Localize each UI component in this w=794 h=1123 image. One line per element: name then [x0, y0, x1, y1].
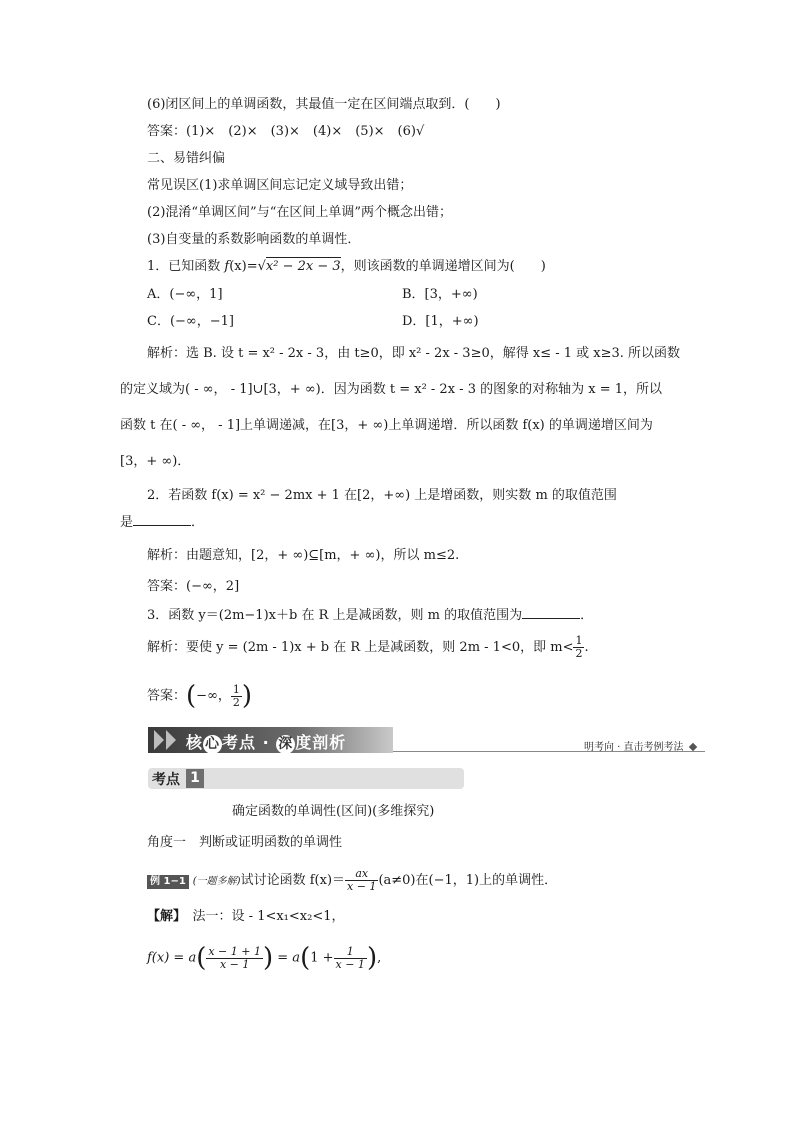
chevron-right-icon	[166, 730, 176, 750]
text-line: (6)闭区间上的单调函数，其最值一定在区间端点取到．( )	[147, 97, 501, 112]
banner-char: 度	[295, 733, 313, 752]
fraction	[231, 684, 242, 709]
formula-end: ,	[377, 950, 382, 966]
example-tag: 例 1−1	[147, 875, 189, 889]
question-1: 1．已知函数 f(x)=√x² − 2x − 3，则该函数的单调递增区间为( )	[147, 259, 546, 274]
solution-line	[147, 634, 589, 662]
denominator: x − 1	[219, 957, 250, 971]
banner-char: 考点 ·	[222, 733, 277, 752]
solution-head-line	[147, 908, 345, 926]
kaodian-bar	[148, 768, 464, 789]
section-heading: 二、易错纠偏	[147, 151, 226, 166]
answer-line: 答案：(−∞，2]	[147, 579, 240, 594]
banner-title	[186, 730, 346, 754]
fraction	[345, 868, 378, 893]
formula-mid: = a	[277, 950, 301, 966]
right-paren: )	[241, 681, 253, 711]
numerator: 1	[575, 634, 583, 647]
formula-one: 1 +	[310, 950, 334, 966]
q2-end: ．	[191, 515, 205, 530]
formula-lhs: f(x) = a	[147, 950, 197, 966]
example-line	[147, 866, 557, 897]
text-line: (2)混淆“单调区间”与“在区间上单调”两个概念出错；	[147, 205, 452, 220]
question-2: 2．若函数 f(x) = x² − 2mx + 1 在[2，+∞) 上是增函数，则实数 m 的取值范围	[147, 488, 617, 503]
q3-text: 3．函数 y＝(2m−1)x＋b 在 R 上是减函数，则 m 的取值范围为	[147, 608, 523, 623]
option-d: D．[1，+∞)	[402, 314, 479, 329]
text-line: 常见误区(1)求单调区间忘记定义域导致出错；	[147, 178, 413, 193]
numerator: 1	[232, 682, 240, 696]
option-b: B．[3，+∞)	[402, 287, 478, 302]
s3-end: .	[584, 640, 589, 655]
answer-line: 答案：(1)× (2)× (3)× (4)× (5)× (6)√	[147, 124, 425, 139]
denominator: 2	[575, 647, 583, 660]
angle-heading: 角度一 判断或证明函数的单调性	[147, 835, 343, 850]
q1-prefix: 1．已知函数	[147, 259, 225, 274]
diamond-icon	[688, 743, 696, 751]
banner-circle-char: 深	[278, 736, 294, 752]
banner-char: 剖析	[312, 733, 347, 752]
right-paren: )	[366, 943, 378, 973]
solution-line: 的定义域为( - ∞， - 1]∪[3，+ ∞)．因为函数 t = x² - 2x - 3 的图象的对称轴为 x = 1，所以	[120, 382, 662, 397]
kaodian-label: 考点	[152, 772, 180, 788]
denominator: x − 1	[335, 957, 365, 971]
option-a: A．(−∞，1]	[147, 287, 223, 302]
right-paren: )	[262, 943, 274, 973]
answer-blank	[133, 513, 191, 526]
numerator: ax	[345, 868, 378, 881]
fraction	[206, 946, 263, 971]
solution-label: 【解】	[147, 909, 180, 924]
formula-line	[147, 940, 381, 977]
kaodian-number: 1	[186, 769, 204, 788]
left-paren: (	[186, 681, 197, 711]
solution-line: [3，+ ∞)．	[120, 454, 191, 469]
text-line: (3)自变量的系数影响函数的单调性．	[147, 232, 361, 247]
solution-line: 函数 t 在( - ∞， - 1]上单调递减，在[3，+ ∞)上单调递增．所以函数 f(x) 的单调递增区间为	[120, 418, 653, 433]
section-title: 确定函数的单调性(区间)(多维探究)	[232, 804, 435, 819]
option-c: C．(−∞，−1]	[147, 314, 234, 329]
q1-suffix: ，则该函数的单调递增区间为( )	[340, 259, 546, 274]
example-text: 试讨论函数 f(x)＝	[240, 873, 346, 888]
denominator: x − 1	[347, 880, 377, 893]
left-paren: (	[196, 943, 207, 973]
answer-line	[147, 680, 252, 713]
banner-char: 核	[186, 733, 204, 752]
solution-line: 解析：选 B. 设 t = x² - 2x - 3，由 t≥0，即 x² - 2x - 3≥0，解得 x≤ - 1 或 x≥3. 所以函数	[147, 346, 681, 361]
section-banner	[148, 727, 393, 753]
q3-end: ．	[580, 608, 594, 623]
s3-text: 解析：要使 y = (2m - 1)x + b 在 R 上是减函数，则 2m - 1<0，即 m<	[147, 640, 574, 655]
q2-shi: 是	[120, 515, 134, 530]
question-2-tail	[120, 513, 204, 532]
banner-circle-char: 心	[205, 736, 221, 752]
banner-subtitle-text: 明考向 · 直击考例考法	[584, 742, 684, 753]
answer-blank	[522, 606, 580, 619]
example-text: (a≠0)在(−1，1)上的单调性．	[378, 873, 558, 888]
fraction	[573, 635, 584, 660]
banner-subtitle	[584, 738, 696, 753]
chevron-right-icon	[154, 730, 164, 750]
q1-f: f	[224, 259, 230, 274]
q1-x: (x)=	[229, 259, 258, 274]
question-3	[147, 606, 593, 625]
solution-text: 法一：设 - 1<x₁<x₂<1，	[192, 909, 345, 924]
fraction	[334, 946, 367, 971]
solution-line: 解析：由题意知，[2，+ ∞)⊆[m，+ ∞)，所以 m≤2.	[147, 548, 460, 563]
q1-radicand: x² − 2x − 3	[265, 259, 341, 274]
numerator: x − 1 + 1	[208, 944, 261, 958]
numerator: 1	[334, 946, 367, 959]
left-paren: (	[300, 943, 311, 973]
denominator: 2	[232, 695, 240, 709]
a3-label: 答案：	[147, 688, 187, 704]
example-note: (一题多解)	[192, 876, 241, 887]
a3-mid: −∞，	[196, 688, 231, 704]
